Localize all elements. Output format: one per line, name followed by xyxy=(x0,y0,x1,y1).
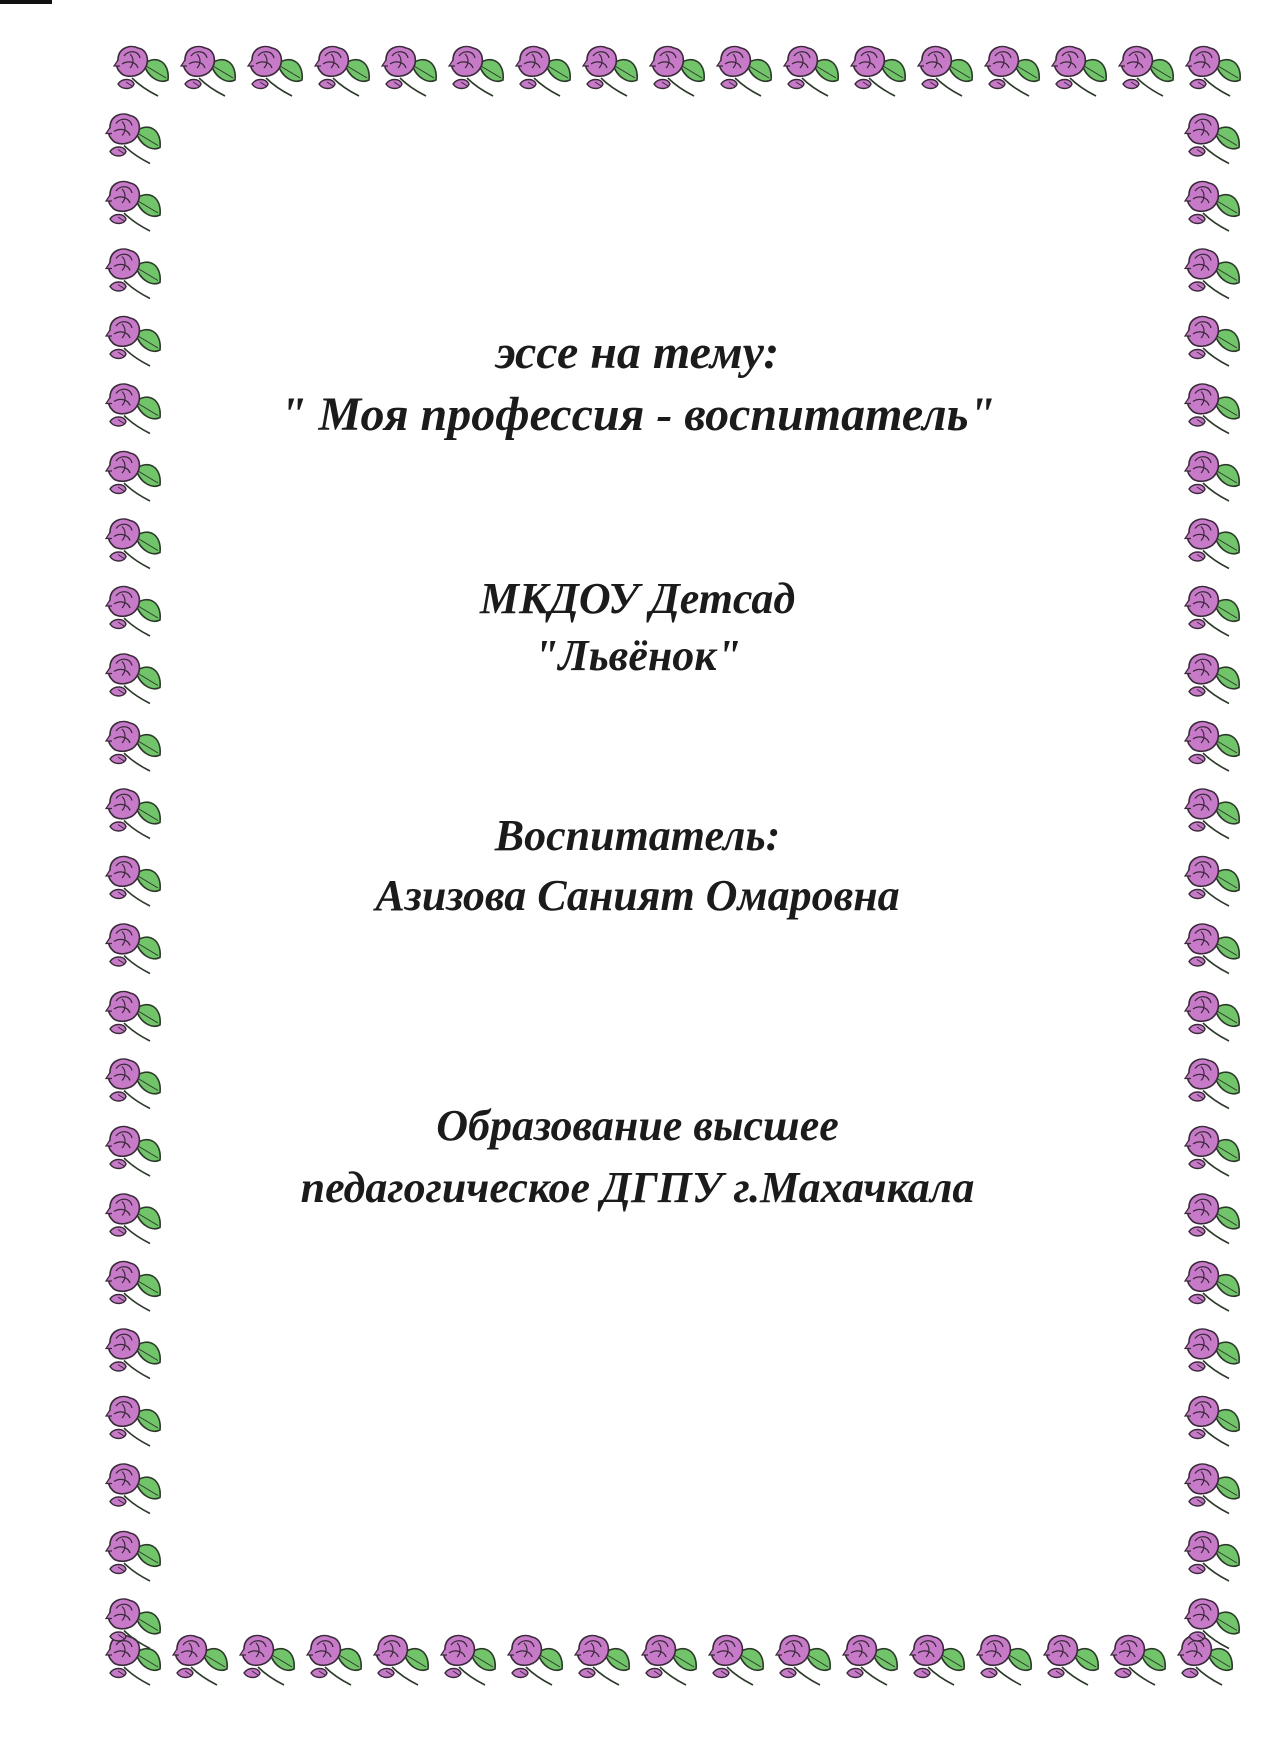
rose-icon xyxy=(106,114,160,164)
rose-icon xyxy=(106,992,160,1042)
rose-icon xyxy=(240,1636,294,1686)
rose-icon xyxy=(449,47,503,97)
rose-icon xyxy=(977,1636,1031,1686)
rose-icon xyxy=(1186,47,1240,97)
teacher-label: Воспитатель: xyxy=(494,811,781,860)
rose-icon xyxy=(315,47,369,97)
essay-heading xyxy=(0,322,1275,446)
rose-icon xyxy=(1119,47,1173,97)
rose-icon xyxy=(1111,1636,1165,1686)
rose-border-bottom xyxy=(106,1636,1232,1686)
rose-icon xyxy=(106,1636,160,1686)
rose-icon xyxy=(650,47,704,97)
rose-icon xyxy=(374,1636,428,1686)
rose-icon xyxy=(516,47,570,97)
rose-icon xyxy=(784,47,838,97)
rose-icon xyxy=(106,1464,160,1514)
education-institution: педагогическое ДГПУ г.Махачкала xyxy=(300,1163,975,1212)
rose-icon xyxy=(1185,1397,1239,1447)
rose-icon xyxy=(1185,182,1239,232)
rose-icon xyxy=(1178,1636,1232,1686)
rose-icon xyxy=(1185,992,1239,1042)
rose-icon xyxy=(1185,1464,1239,1514)
rose-icon xyxy=(918,47,972,97)
rose-icon xyxy=(106,519,160,569)
rose-border-top xyxy=(114,47,1240,97)
rose-icon xyxy=(776,1636,830,1686)
rose-icon xyxy=(106,249,160,299)
rose-icon xyxy=(642,1636,696,1686)
rose-icon xyxy=(382,47,436,97)
rose-icon xyxy=(851,47,905,97)
rose-icon xyxy=(843,1636,897,1686)
rose-icon xyxy=(106,1397,160,1447)
rose-icon xyxy=(106,722,160,772)
rose-icon xyxy=(1185,519,1239,569)
rose-icon xyxy=(1185,924,1239,974)
rose-icon xyxy=(1185,722,1239,772)
rose-icon xyxy=(910,1636,964,1686)
essay-topic-label: эссе на тему: xyxy=(495,326,780,379)
rose-icon xyxy=(508,1636,562,1686)
rose-icon xyxy=(709,1636,763,1686)
rose-icon xyxy=(106,1329,160,1379)
teacher-name: Азизова Саният Омаровна xyxy=(375,871,900,920)
rose-icon xyxy=(307,1636,361,1686)
essay-title: " Моя профессия - воспитатель" xyxy=(279,388,996,441)
institution-name: МКДОУ Детсад xyxy=(479,574,796,623)
institution-subname: "Львёнок" xyxy=(533,631,742,680)
education-level: Образование высшее xyxy=(436,1101,839,1150)
rose-icon xyxy=(1185,1532,1239,1582)
rose-icon xyxy=(173,1636,227,1686)
rose-icon xyxy=(985,47,1039,97)
rose-icon xyxy=(114,47,168,97)
rose-icon xyxy=(106,182,160,232)
rose-icon xyxy=(106,1532,160,1582)
rose-icon xyxy=(248,47,302,97)
institution-block xyxy=(0,570,1275,684)
rose-icon xyxy=(441,1636,495,1686)
rose-icon xyxy=(106,1262,160,1312)
rose-icon xyxy=(1185,114,1239,164)
rose-icon xyxy=(1052,47,1106,97)
teacher-block xyxy=(0,806,1275,926)
rose-icon xyxy=(575,1636,629,1686)
rose-icon xyxy=(181,47,235,97)
rose-icon xyxy=(1185,249,1239,299)
rose-icon xyxy=(106,452,160,502)
rose-icon xyxy=(583,47,637,97)
rose-icon xyxy=(1185,1329,1239,1379)
rose-icon xyxy=(1185,452,1239,502)
rose-icon xyxy=(1044,1636,1098,1686)
education-block xyxy=(0,1095,1275,1219)
rose-icon xyxy=(106,924,160,974)
rose-icon xyxy=(717,47,771,97)
rose-icon xyxy=(1185,1262,1239,1312)
